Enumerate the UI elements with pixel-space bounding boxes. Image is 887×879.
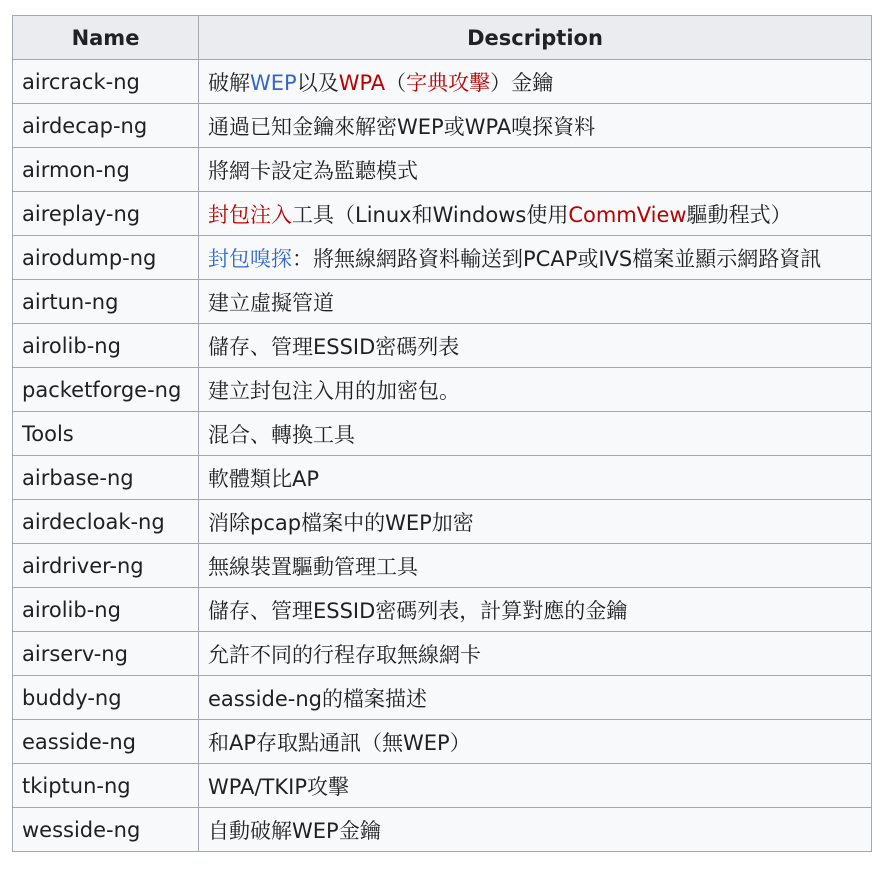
description-text: 自動破解WEP金鑰 [208,818,381,843]
description-text: 混合、轉換工具 [208,422,355,447]
tool-description-cell [199,764,872,808]
tool-description-cell [199,412,872,456]
tool-description-cell [199,236,872,280]
tool-name-cell: Tools [13,412,199,456]
table-row [13,324,872,368]
tool-description-cell [199,368,872,412]
description-text: 軟體類比AP [208,466,320,491]
tool-name-cell: airodump-ng [13,236,199,280]
description-text: 工具（Linux和Windows使用 [292,202,569,227]
wiki-link[interactable]: WEP [250,70,297,95]
tools-table [12,15,872,852]
table-row [13,720,872,764]
tool-name-cell: airmon-ng [13,148,199,192]
description-text: 建立封包注入用的加密包。 [208,378,460,403]
tool-description-cell [199,60,872,104]
table-header-row [13,16,872,60]
description-text: 儲存、管理ESSID密碼列表 [208,334,460,359]
description-text: ）金鑰 [490,70,554,95]
red-wiki-link[interactable]: CommView [568,202,687,227]
description-text: WPA/TKIP攻擊 [208,774,349,799]
table-row [13,764,872,808]
description-text: 無線裝置驅動管理工具 [208,554,418,579]
tool-description-cell [199,720,872,764]
description-text: 破解 [208,70,250,95]
table-row [13,808,872,852]
tool-name-cell: airdecloak-ng [13,500,199,544]
table-row [13,60,872,104]
description-text: 消除pcap檔案中的WEP加密 [208,510,474,535]
description-text: 和AP存取點通訊（無WEP） [208,730,471,755]
column-header-description: Description [199,16,872,60]
red-wiki-link[interactable]: 封包注入 [208,202,292,227]
tool-description-cell [199,324,872,368]
tool-description-cell [199,456,872,500]
tool-description-cell [199,104,872,148]
tool-name-cell: airolib-ng [13,324,199,368]
description-text: easside-ng的檔案描述 [208,686,427,711]
tool-description-cell [199,148,872,192]
tool-name-cell: tkiptun-ng [13,764,199,808]
tool-description-cell [199,588,872,632]
description-text: （ [385,70,407,95]
tool-name-cell: airserv-ng [13,632,199,676]
description-text: 建立虛擬管道 [208,290,334,315]
tool-description-cell [199,544,872,588]
tool-name-cell: aireplay-ng [13,192,199,236]
red-wiki-link[interactable]: WPA [338,70,386,95]
description-text: 允許不同的行程存取無線網卡 [208,642,481,667]
tool-description-cell [199,808,872,852]
table-row [13,192,872,236]
tool-name-cell: wesside-ng [13,808,199,852]
tool-name-cell: aircrack-ng [13,60,199,104]
table-row [13,236,872,280]
tool-name-cell: buddy-ng [13,676,199,720]
tool-name-cell: airtun-ng [13,280,199,324]
tool-name-cell: airdecap-ng [13,104,199,148]
description-text: 驅動程式） [686,202,792,227]
table-row [13,104,872,148]
table-row [13,500,872,544]
tool-name-cell: easside-ng [13,720,199,764]
tool-description-cell [199,280,872,324]
wiki-link[interactable]: 封包嗅探 [208,246,292,271]
tool-description-cell [199,676,872,720]
tool-name-cell: airbase-ng [13,456,199,500]
description-text: 將網卡設定為監聽模式 [208,158,418,183]
table-row [13,280,872,324]
description-text: ：將無線網路資料輸送到PCAP或IVS檔案並顯示網路資訊 [292,246,822,271]
tool-description-cell [199,192,872,236]
description-text: 以及 [296,70,339,95]
tool-name-cell: airdriver-ng [13,544,199,588]
description-text: 儲存、管理ESSID密碼列表，計算對應的金鑰 [208,598,628,623]
table-body [13,60,872,852]
table-row [13,368,872,412]
table-row [13,148,872,192]
table-row [13,456,872,500]
table-row [13,544,872,588]
tool-name-cell: airolib-ng [13,588,199,632]
table-row [13,412,872,456]
table-row [13,676,872,720]
column-header-name: Name [13,16,199,60]
tool-name-cell: packetforge-ng [13,368,199,412]
table-row [13,632,872,676]
tool-description-cell [199,500,872,544]
red-wiki-link[interactable]: 字典攻擊 [406,70,491,95]
description-text: 通過已知金鑰來解密WEP或WPA嗅探資料 [208,114,596,139]
table-row [13,588,872,632]
tool-description-cell [199,632,872,676]
